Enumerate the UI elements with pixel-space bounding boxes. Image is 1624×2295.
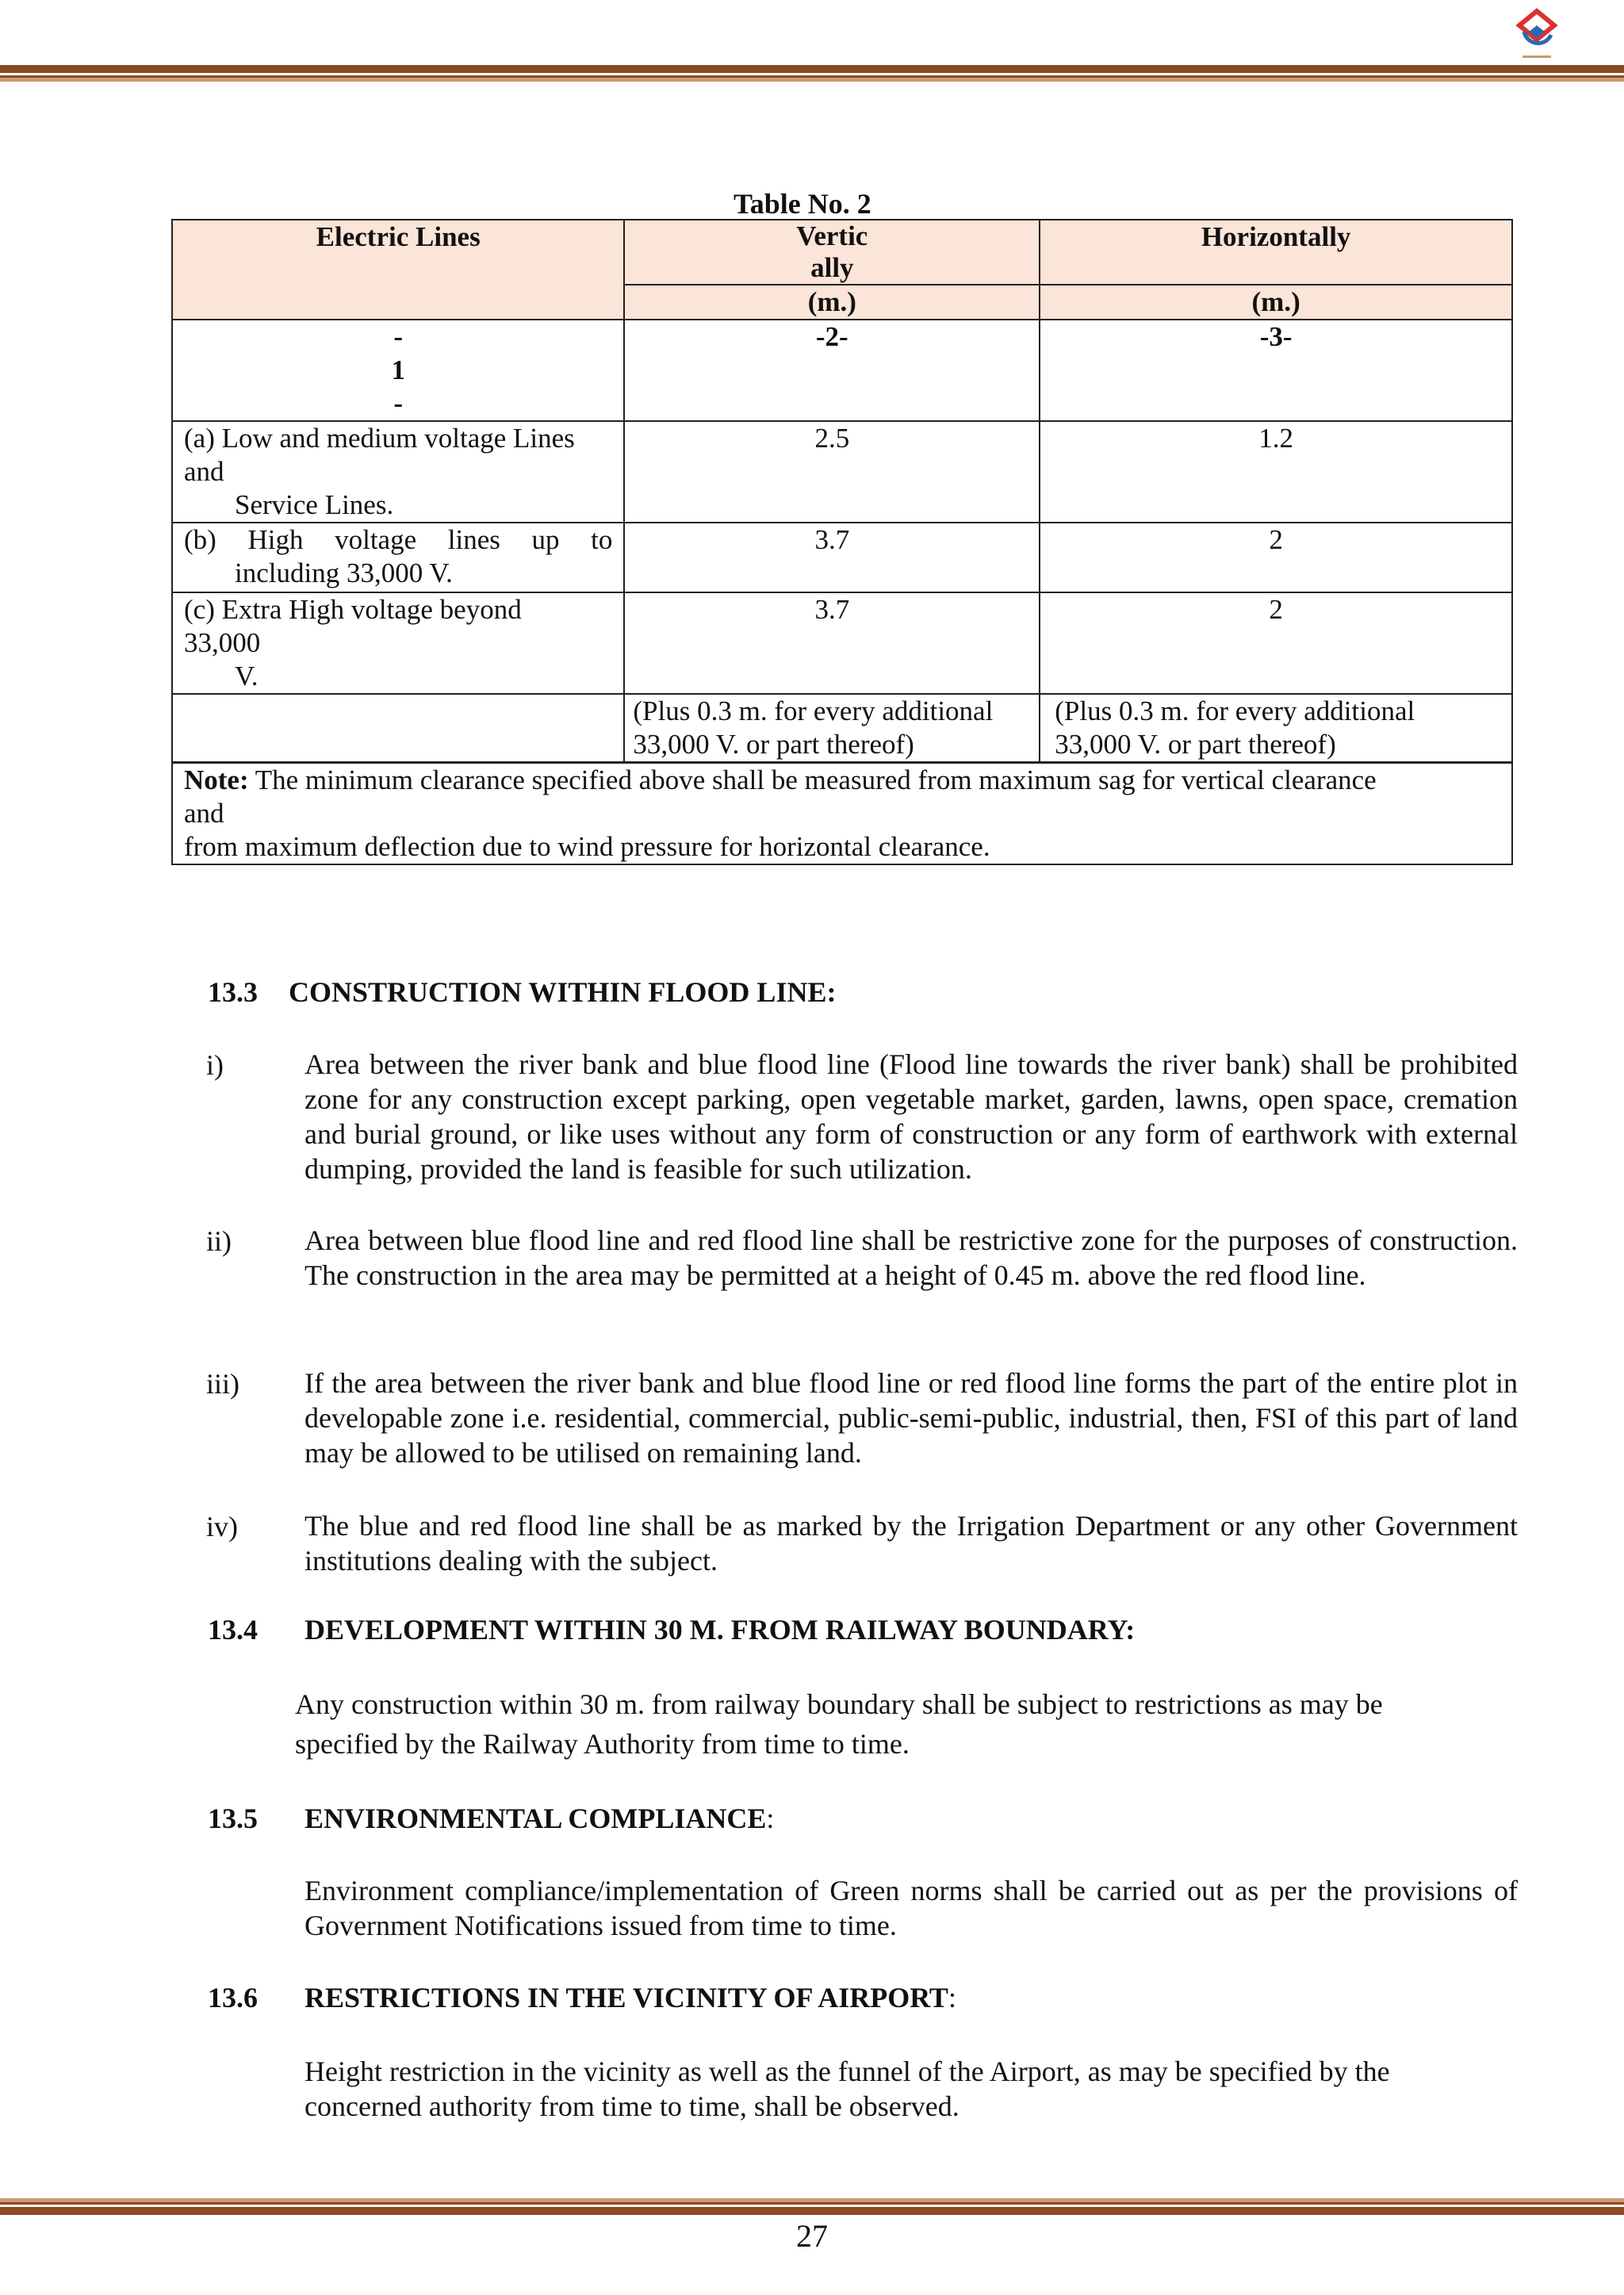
section-13-6-text: Height restriction in the vicinity as well as the funnel of the Airport, as may be specified by the concerned authority from time to time, shall be observed. (304, 2056, 1390, 2122)
item-text: The blue and red flood line shall be as marked by the Irrigation Department or any other Government institutions dealing with the subject. (304, 1510, 1518, 1577)
row-label: (c) Extra High voltage beyond 33,000 V. (172, 592, 624, 694)
header-electric-lines: Electric Lines (172, 220, 624, 320)
row-horizontal: 2 (1040, 523, 1512, 592)
logo-icon (1513, 8, 1561, 63)
item-text: If the area between the river bank and blue flood line or red flood line forms the part of the entire plot in developable zone i.e. residential, commercial, public-semi-public, industrial, then, FSI of this part of land may be allowed to be utilised on remaining land. (304, 1367, 1518, 1469)
table-title: Table No. 2 (733, 188, 871, 220)
index-col2: -2- (624, 320, 1040, 421)
header-vertically: Vertic ally (624, 220, 1040, 285)
extra-vertical: (Plus 0.3 m. for every additional 33,000 V. or part thereof) (624, 694, 1040, 763)
row-horizontal: 2 (1040, 592, 1512, 694)
header-horizontally: Horizontally (1040, 220, 1512, 285)
unit-vertical: (m.) (624, 285, 1040, 320)
table-note-row (172, 763, 1512, 865)
table-row (172, 523, 1512, 592)
section-13-6-title: RESTRICTIONS IN THE VICINITY OF AIRPORT: (304, 1982, 956, 2013)
table-extra-row (172, 694, 1512, 763)
section-13-5-title: ENVIRONMENTAL COMPLIANCE: (304, 1803, 775, 1834)
footer-rule (0, 2198, 1624, 2215)
section-13-3-number: 13.3 (208, 976, 258, 1008)
row-vertical: 2.5 (624, 421, 1040, 523)
extra-horizontal: (Plus 0.3 m. for every additional 33,000 V. or part thereof) (1040, 694, 1512, 763)
table-note: Note: The minimum clearance specified above shall be measured from maximum sag for vertical clearance and from maximum deflection due to wind pressure for horizontal clearance. (172, 763, 1512, 865)
section-13-3-title: CONSTRUCTION WITHIN FLOOD LINE: (289, 976, 837, 1008)
index-col1: - 1 - (172, 320, 624, 421)
unit-horizontal: (m.) (1040, 285, 1512, 320)
section-13-4-number: 13.4 (208, 1614, 258, 1646)
index-col3: -3- (1040, 320, 1512, 421)
section-13-5-text: Environment compliance/implementation of Green norms shall be carried out as per the provisions of Government Notifications issued from time to time. (304, 1875, 1518, 1941)
item-marker: ii) (206, 1225, 232, 1257)
row-horizontal: 1.2 (1040, 421, 1512, 523)
section-13-4-title: DEVELOPMENT WITHIN 30 M. FROM RAILWAY BOUNDARY: (304, 1614, 1136, 1646)
table-header-row (172, 220, 1512, 285)
section-13-5-number: 13.5 (208, 1803, 258, 1834)
row-label: (b) High voltage lines up to including 33,000 V. (172, 523, 624, 592)
row-vertical: 3.7 (624, 592, 1040, 694)
page-number: 27 (796, 2218, 828, 2254)
item-text: Area between the river bank and blue flood line (Flood line towards the river bank) shall be prohibited zone for any construction except parking, open vegetable market, garden, lawns, open space, cremation and burial ground, or like uses without any form of construction or any form of earthwork with external dumping, provided the land is feasible for such utilization. (304, 1048, 1518, 1185)
table-index-row (172, 320, 1512, 421)
table-row (172, 421, 1512, 523)
extra-label (172, 694, 624, 763)
row-vertical: 3.7 (624, 523, 1040, 592)
table-row (172, 592, 1512, 694)
header-rule (0, 65, 1624, 82)
section-13-6-number: 13.6 (208, 1982, 258, 2013)
item-marker: iii) (206, 1368, 239, 1400)
electric-lines-table (171, 219, 1513, 865)
row-label: (a) Low and medium voltage Lines and Service Lines. (172, 421, 624, 523)
item-marker: iv) (206, 1511, 238, 1542)
item-text: Area between blue flood line and red flood line shall be restrictive zone for the purposes of construction. The construction in the area may be permitted at a height of 0.45 m. above the red flood line. (304, 1224, 1518, 1291)
section-13-4-text: Any construction within 30 m. from railway boundary shall be subject to restrictions as may be specified by the Railway Authority from time to time. (295, 1688, 1383, 1760)
item-marker: i) (206, 1049, 224, 1081)
